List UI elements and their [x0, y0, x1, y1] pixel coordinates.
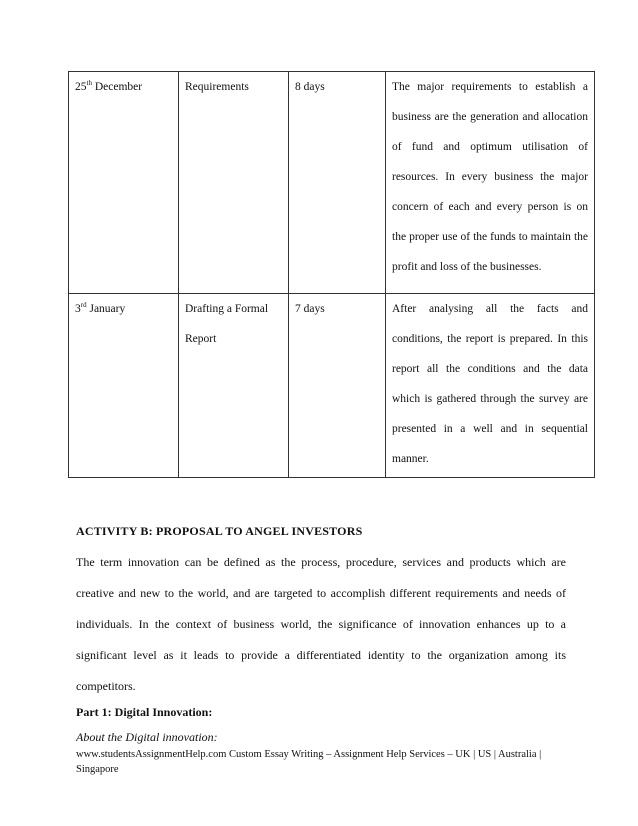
date-cell: 25th December	[69, 72, 179, 294]
page-footer: www.studentsAssignmentHelp.com Custom Essay Writing – Assignment Help Services – UK | US | Australia | Singapore	[76, 749, 542, 775]
description-cell: After analysing all the facts and conditions, the report is prepared. In this report all the conditions and the data which is gathered through the survey are presented in a well and in sequential manner.	[386, 294, 595, 478]
task-cell: Drafting a Formal Report	[179, 294, 289, 478]
duration-cell: 7 days	[289, 294, 386, 478]
description-cell: The major requirements to establish a business are the generation and allocation of fund and optimum utilisation of resources. In every business the major concern of each and every person is on the proper use of the funds to maintain the profit and loss of the businesses.	[386, 72, 595, 294]
part-heading: Part 1: Digital Innovation:	[76, 705, 213, 719]
date-cell: 3rd January	[69, 294, 179, 478]
table-row	[69, 294, 595, 478]
schedule-table	[68, 71, 595, 478]
table-row	[69, 72, 595, 294]
duration-cell: 8 days	[289, 72, 386, 294]
innovation-paragraph: The term innovation can be defined as the process, procedure, services and products which are creative and new to the world, and are targeted to accomplish different requirements and needs of individuals. In the context of business world, the significance of innovation enhances up to a significant level as it leads to provide a differentiated identity to the organization among its competitors.	[76, 555, 566, 693]
about-heading: About the Digital innovation:	[76, 730, 218, 744]
activity-heading: ACTIVITY B: PROPOSAL TO ANGEL INVESTORS	[76, 524, 363, 538]
task-cell: Requirements	[179, 72, 289, 294]
